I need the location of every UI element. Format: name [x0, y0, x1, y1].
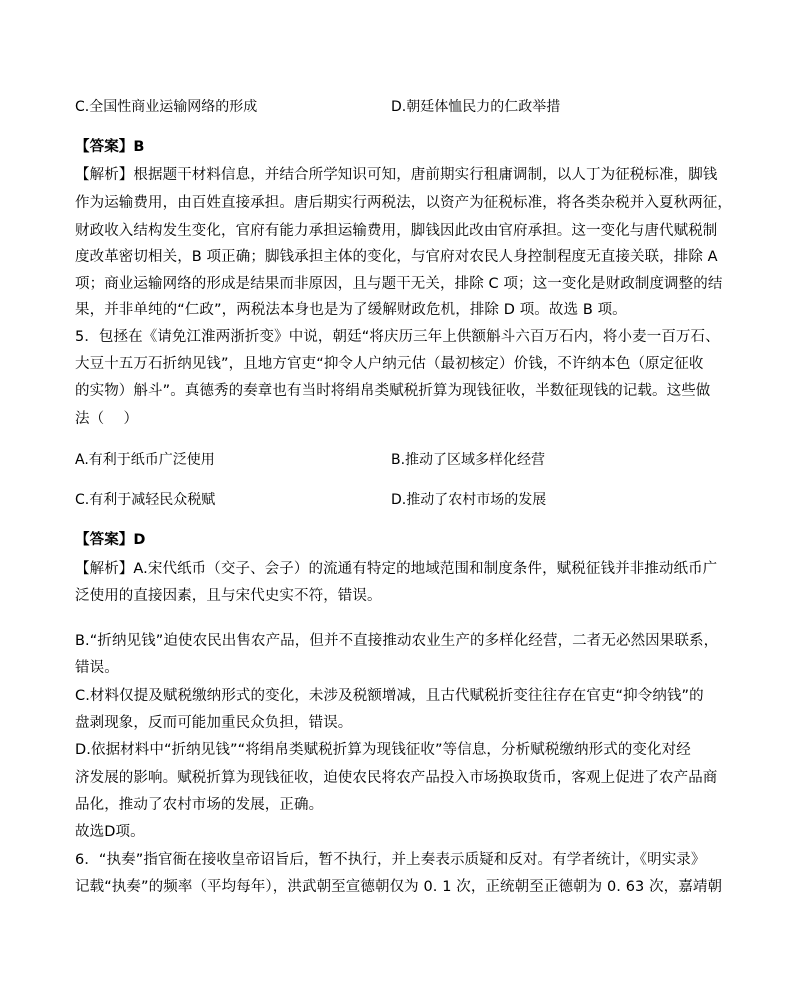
q5-stem-line: 法（ ）: [75, 411, 139, 427]
q4-analysis-line: 【解析】根据题干材料信息，并结合所学知识可知，唐前期实行租庸调制，以人丁为征税标准，脚钱: [75, 167, 718, 183]
q5-analysis-line: D.依据材料中“折纳见钱”“将绢帛类赋税折算为现钱征收”等信息，分析赋税缴纳形式的变化对经: [75, 742, 691, 758]
q5-analysis-line: 错误。: [75, 660, 119, 676]
q5-analysis-line: 济发展的影响。赋税折算为现钱征收，迫使农民将农产品投入市场换取货币，客观上促进了农产品商: [75, 770, 718, 786]
q4-option-d: D.朝廷体恤民力的仁政举措: [391, 99, 561, 115]
q5-analysis-line: 泛使用的直接因素，且与宋代史实不符，错误。: [75, 588, 382, 604]
q5-stem-line: 大豆十五万石折纳见钱”，且地方官吏“抑令人户纳元估（最初核定）价钱，不许纳本色（原定征收: [75, 356, 704, 372]
q4-analysis-line: 度改革密切相关，B 项正确；脚钱承担主体的变化，与官府对农民人身控制程度无直接关联，排除 A: [75, 249, 718, 265]
q5-stem-line: 的实物）斛斗”。真德秀的奏章也有当时将绢帛类赋税折算为现钱征收，半数征现钱的记载。这些做: [75, 383, 711, 399]
q5-analysis-line: B.“折纳见钱”迫使农民出售农产品，但并不直接推动农业生产的多样化经营，二者无必然因果联系，: [75, 633, 719, 649]
q4-answer: 【答案】B: [75, 139, 145, 155]
q5-analysis-line: C.材料仅提及赋税缴纳形式的变化，未涉及税额增减，且古代赋税折变往往存在官吏“抑令纳钱”的: [75, 688, 704, 704]
q5-option-b: B.推动了区域多样化经营: [391, 452, 546, 468]
q5-option-d: D.推动了农村市场的发展: [391, 492, 547, 508]
q5-stem-line: 5．包拯在《请免江淮两浙折变》中说，朝廷“将庆历三年上供额斛斗六百万石内，将小麦一百万石、: [75, 329, 720, 345]
q5-option-c: C.有利于减轻民众税赋: [75, 492, 216, 508]
q4-analysis-line: 作为运输费用，由百姓直接承担。唐后期实行两税法，以资产为征税标准，将各类杂税并入夏秋两征，: [75, 195, 732, 211]
q5-analysis-line: 盘剥现象，反而可能加重民众负担，错误。: [75, 715, 353, 731]
q4-analysis-line: 财政收入结构发生变化，官府有能力承担运输费用，脚钱因此改由官府承担。这一变化与唐代赋税制: [75, 223, 718, 239]
q6-stem-line: 6．“执奏”指官衙在接收皇帝诏旨后，暂不执行，并上奏表示质疑和反对。有学者统计，《明实录》: [75, 852, 706, 868]
q4-analysis-line: 果，并非单纯的“仁政”，两税法本身也是为了缓解财政危机，排除 D 项。故选 B 项。: [75, 302, 627, 318]
q4-analysis-line: 项；商业运输网络的形成是结果而非原因，且与题干无关，排除 C 项；这一变化是财政制度调整的结: [75, 276, 723, 292]
q5-answer: 【答案】D: [75, 532, 146, 548]
q6-stem-line: 记载“执奏”的频率（平均每年），洪武朝至宣德朝仅为 0. 1 次，正统朝至正德朝为 0. 63 次，嘉靖朝: [75, 879, 723, 895]
q5-analysis-line: 故选D项。: [75, 824, 145, 840]
q4-option-c: C.全国性商业运输网络的形成: [75, 99, 258, 115]
q5-analysis-line: 品化，推动了农村市场的发展，正确。: [75, 797, 324, 813]
q5-analysis-line: 【解析】A.宋代纸币（交子、会子）的流通有特定的地域范围和制度条件，赋税征钱并非推动纸币广: [75, 561, 718, 577]
q5-option-a: A.有利于纸币广泛使用: [75, 452, 215, 468]
